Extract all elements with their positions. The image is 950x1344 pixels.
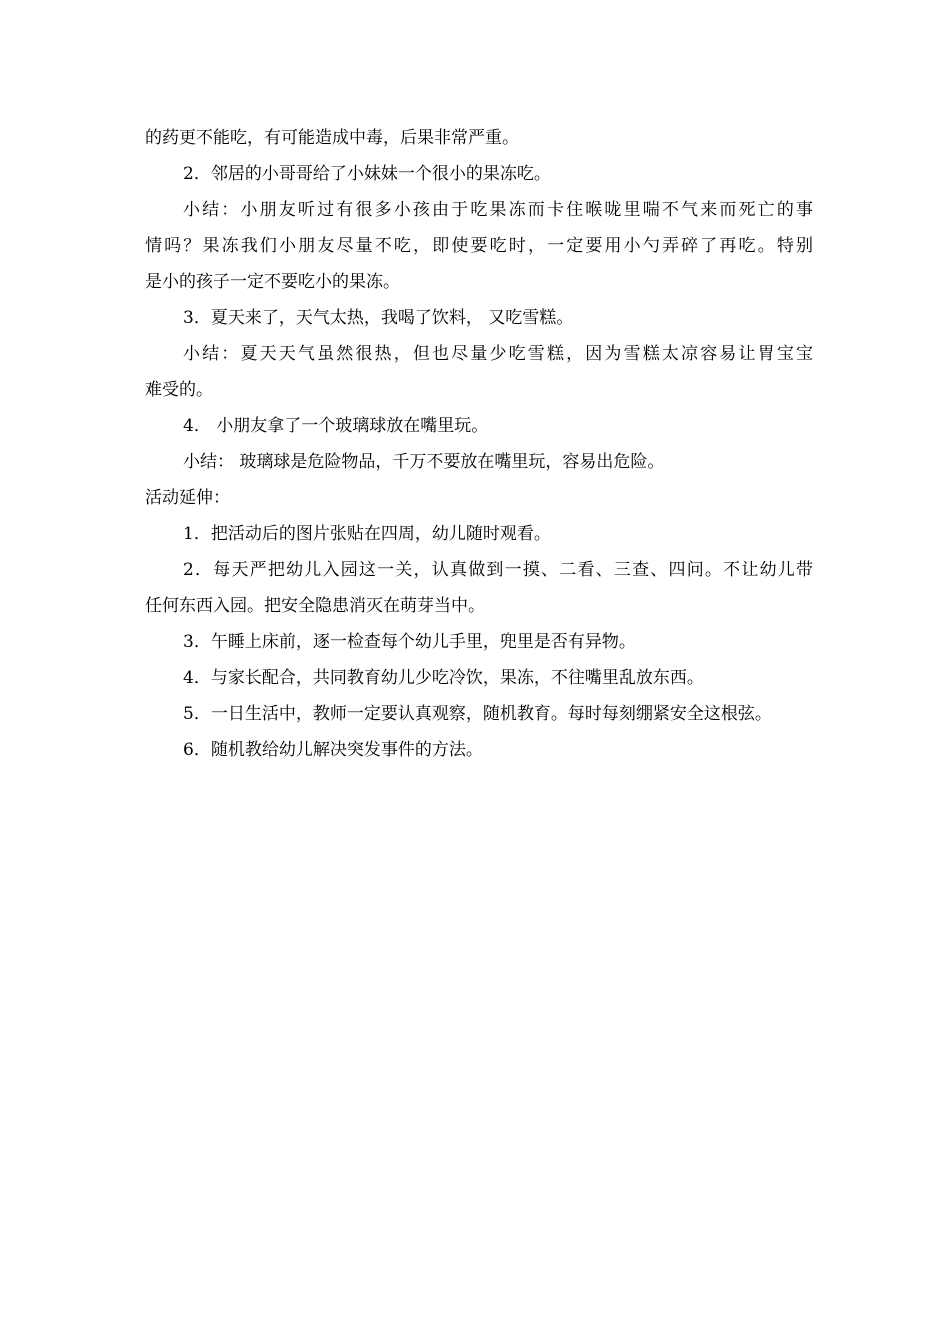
summary-jelly-line-2: 情吗？果冻我们小朋友尽量不吃，即使要吃时，一定要用小勺弄碎了再吃。特别 [145,236,813,256]
extension-item-5: 5．一日生活中，教师一定要认真观察，随机教育。每时每刻绷紧安全这根弦。 [183,704,772,724]
item-2-jelly: 2．邻居的小哥哥给了小妹妹一个很小的果冻吃。 [183,164,551,184]
item-3-summer: 3．夏天来了，天气太热，我喝了饮料， 又吃雪糕。 [183,308,574,328]
summary-jelly-line-3: 是小的孩子一定不要吃小的果冻。 [145,272,400,292]
extension-item-2-line-2: 任何东西入园。把安全隐患消灭在萌芽当中。 [145,596,485,616]
summary-jelly-line-1: 小结：小朋友听过有很多小孩由于吃果冻而卡住喉咙里喘不气来而死亡的事 [183,200,813,220]
item-4-glass-ball: 4． 小朋友拿了一个玻璃球放在嘴里玩。 [183,416,489,436]
extension-item-4: 4．与家长配合，共同教育幼儿少吃冷饮，果冻，不往嘴里乱放东西。 [183,668,704,688]
extension-item-2-line-1: 2．每天严把幼儿入园这一关，认真做到一摸、二看、三查、四问。不让幼儿带 [183,560,813,580]
summary-summer-line-2: 难受的。 [145,380,213,400]
extension-item-1: 1．把活动后的图片张贴在四周，幼儿随时观看。 [183,524,551,544]
document-body [145,120,813,768]
summary-glass-ball: 小结： 玻璃球是危险物品，千万不要放在嘴里玩，容易出危险。 [183,452,665,472]
paragraph-line-continuation: 的药更不能吃，有可能造成中毒，后果非常严重。 [145,128,519,148]
extension-item-3: 3．午睡上床前，逐一检查每个幼儿手里，兜里是否有异物。 [183,632,636,652]
section-heading-extension: 活动延伸： [145,488,230,508]
summary-summer-line-1: 小结：夏天天气虽然很热，但也尽量少吃雪糕，因为雪糕太凉容易让胃宝宝 [183,344,813,364]
extension-item-6: 6．随机教给幼儿解决突发事件的方法。 [183,740,483,760]
